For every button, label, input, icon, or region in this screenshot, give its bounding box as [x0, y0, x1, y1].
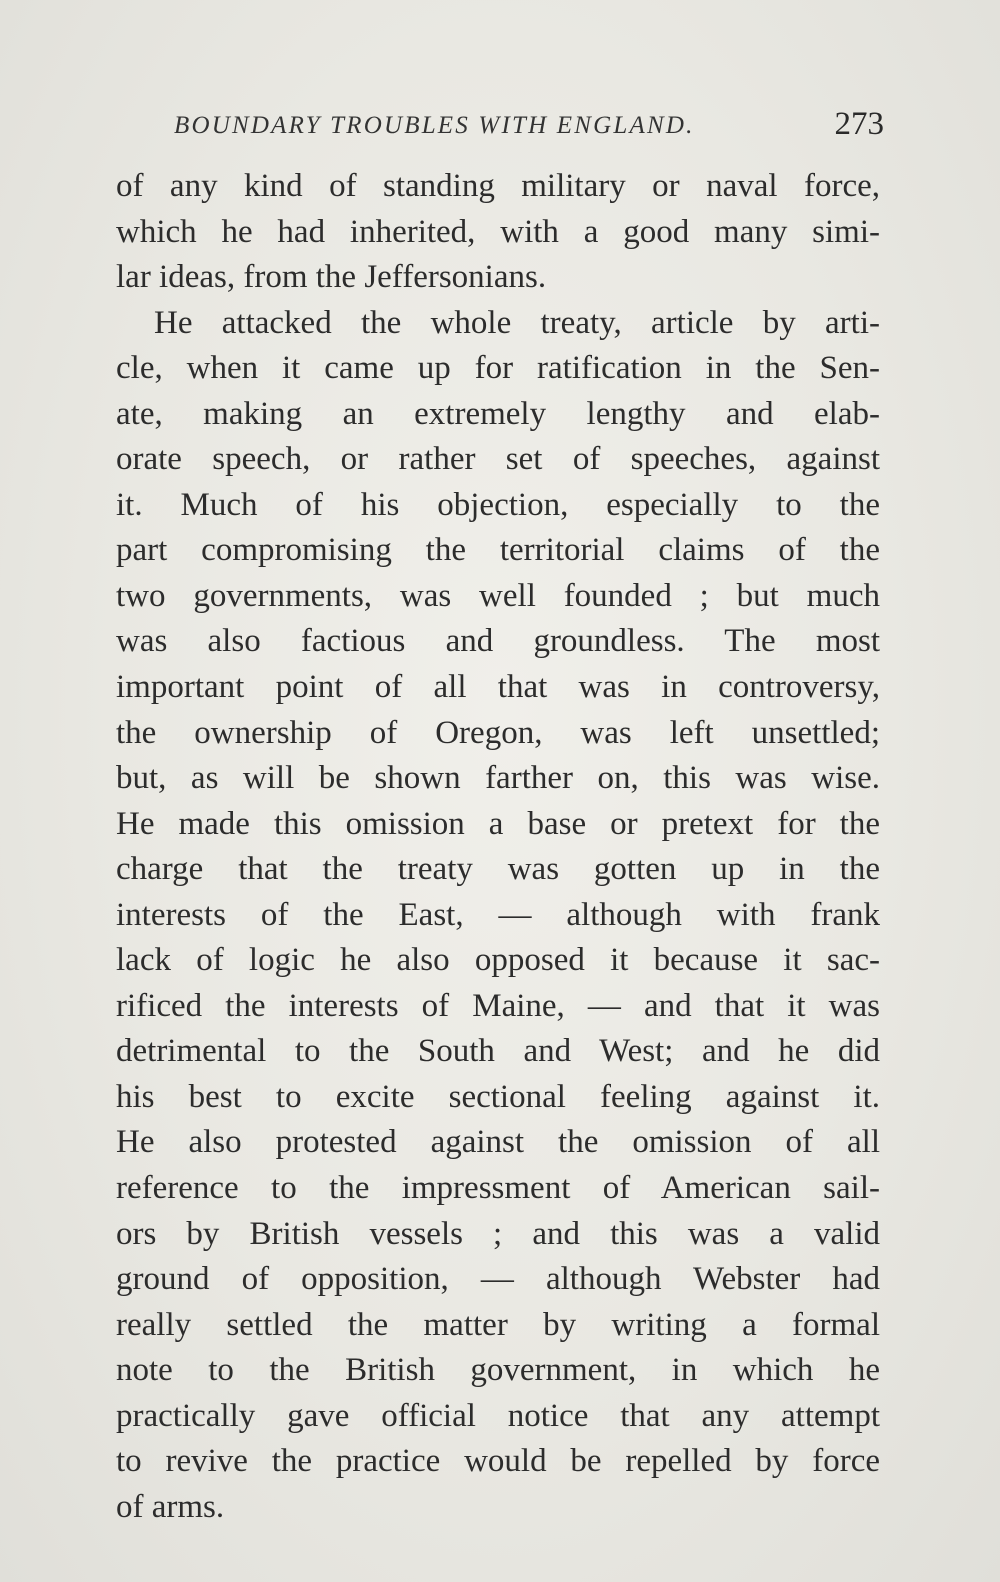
text-line: two governments, was well founded ; but much: [116, 577, 880, 614]
body-text: [116, 164, 880, 1530]
text-line: cle, when it came up for ratification in the Sen-: [116, 350, 880, 387]
text-line: important point of all that was in controversy,: [116, 669, 880, 706]
text-line: it. Much of his objection, especially to the: [116, 486, 880, 523]
text-line: really settled the matter by writing a formal: [116, 1306, 880, 1343]
text-line: but, as will be shown farther on, this was wise.: [116, 760, 880, 797]
running-title: BOUNDARY TROUBLES WITH ENGLAND.: [174, 112, 695, 139]
text-line: to revive the practice would be repelled by force: [116, 1443, 880, 1480]
text-line: the ownership of Oregon, was left unsettled;: [116, 714, 880, 751]
text-line: ors by British vessels ; and this was a valid: [116, 1215, 880, 1252]
running-head: [174, 106, 884, 146]
text-line: note to the British government, in which he: [116, 1352, 880, 1389]
text-line: ate, making an extremely lengthy and elab-: [116, 395, 880, 432]
text-line: He also protested against the omission of all: [116, 1124, 880, 1161]
text-line: reference to the impressment of American sail-: [116, 1170, 880, 1207]
text-line: was also factious and groundless. The most: [116, 623, 880, 660]
text-line: He attacked the whole treaty, article by arti-: [154, 304, 880, 341]
text-line: which he had inherited, with a good many simi-: [116, 213, 880, 250]
text-line: interests of the East, — although with frank: [116, 896, 880, 933]
text-line: charge that the treaty was gotten up in the: [116, 851, 880, 888]
text-line: detrimental to the South and West; and he did: [116, 1033, 880, 1070]
text-line: of arms.: [116, 1488, 225, 1525]
page-number: 273: [834, 106, 884, 142]
text-line: orate speech, or rather set of speeches, against: [116, 441, 880, 478]
text-line: part compromising the territorial claims of the: [116, 532, 880, 569]
text-line: of any kind of standing military or naval force,: [116, 168, 880, 204]
text-line: practically gave official notice that any attempt: [116, 1397, 880, 1434]
text-line: ground of opposition, — although Webster had: [116, 1261, 880, 1298]
text-line: rificed the interests of Maine, — and that it was: [116, 987, 880, 1024]
text-line: lar ideas, from the Jeffersonians.: [116, 259, 547, 296]
text-line: his best to excite sectional feeling against it.: [116, 1078, 880, 1115]
text-line: lack of logic he also opposed it because it sac-: [116, 942, 880, 979]
text-line: He made this omission a base or pretext for the: [116, 805, 880, 842]
